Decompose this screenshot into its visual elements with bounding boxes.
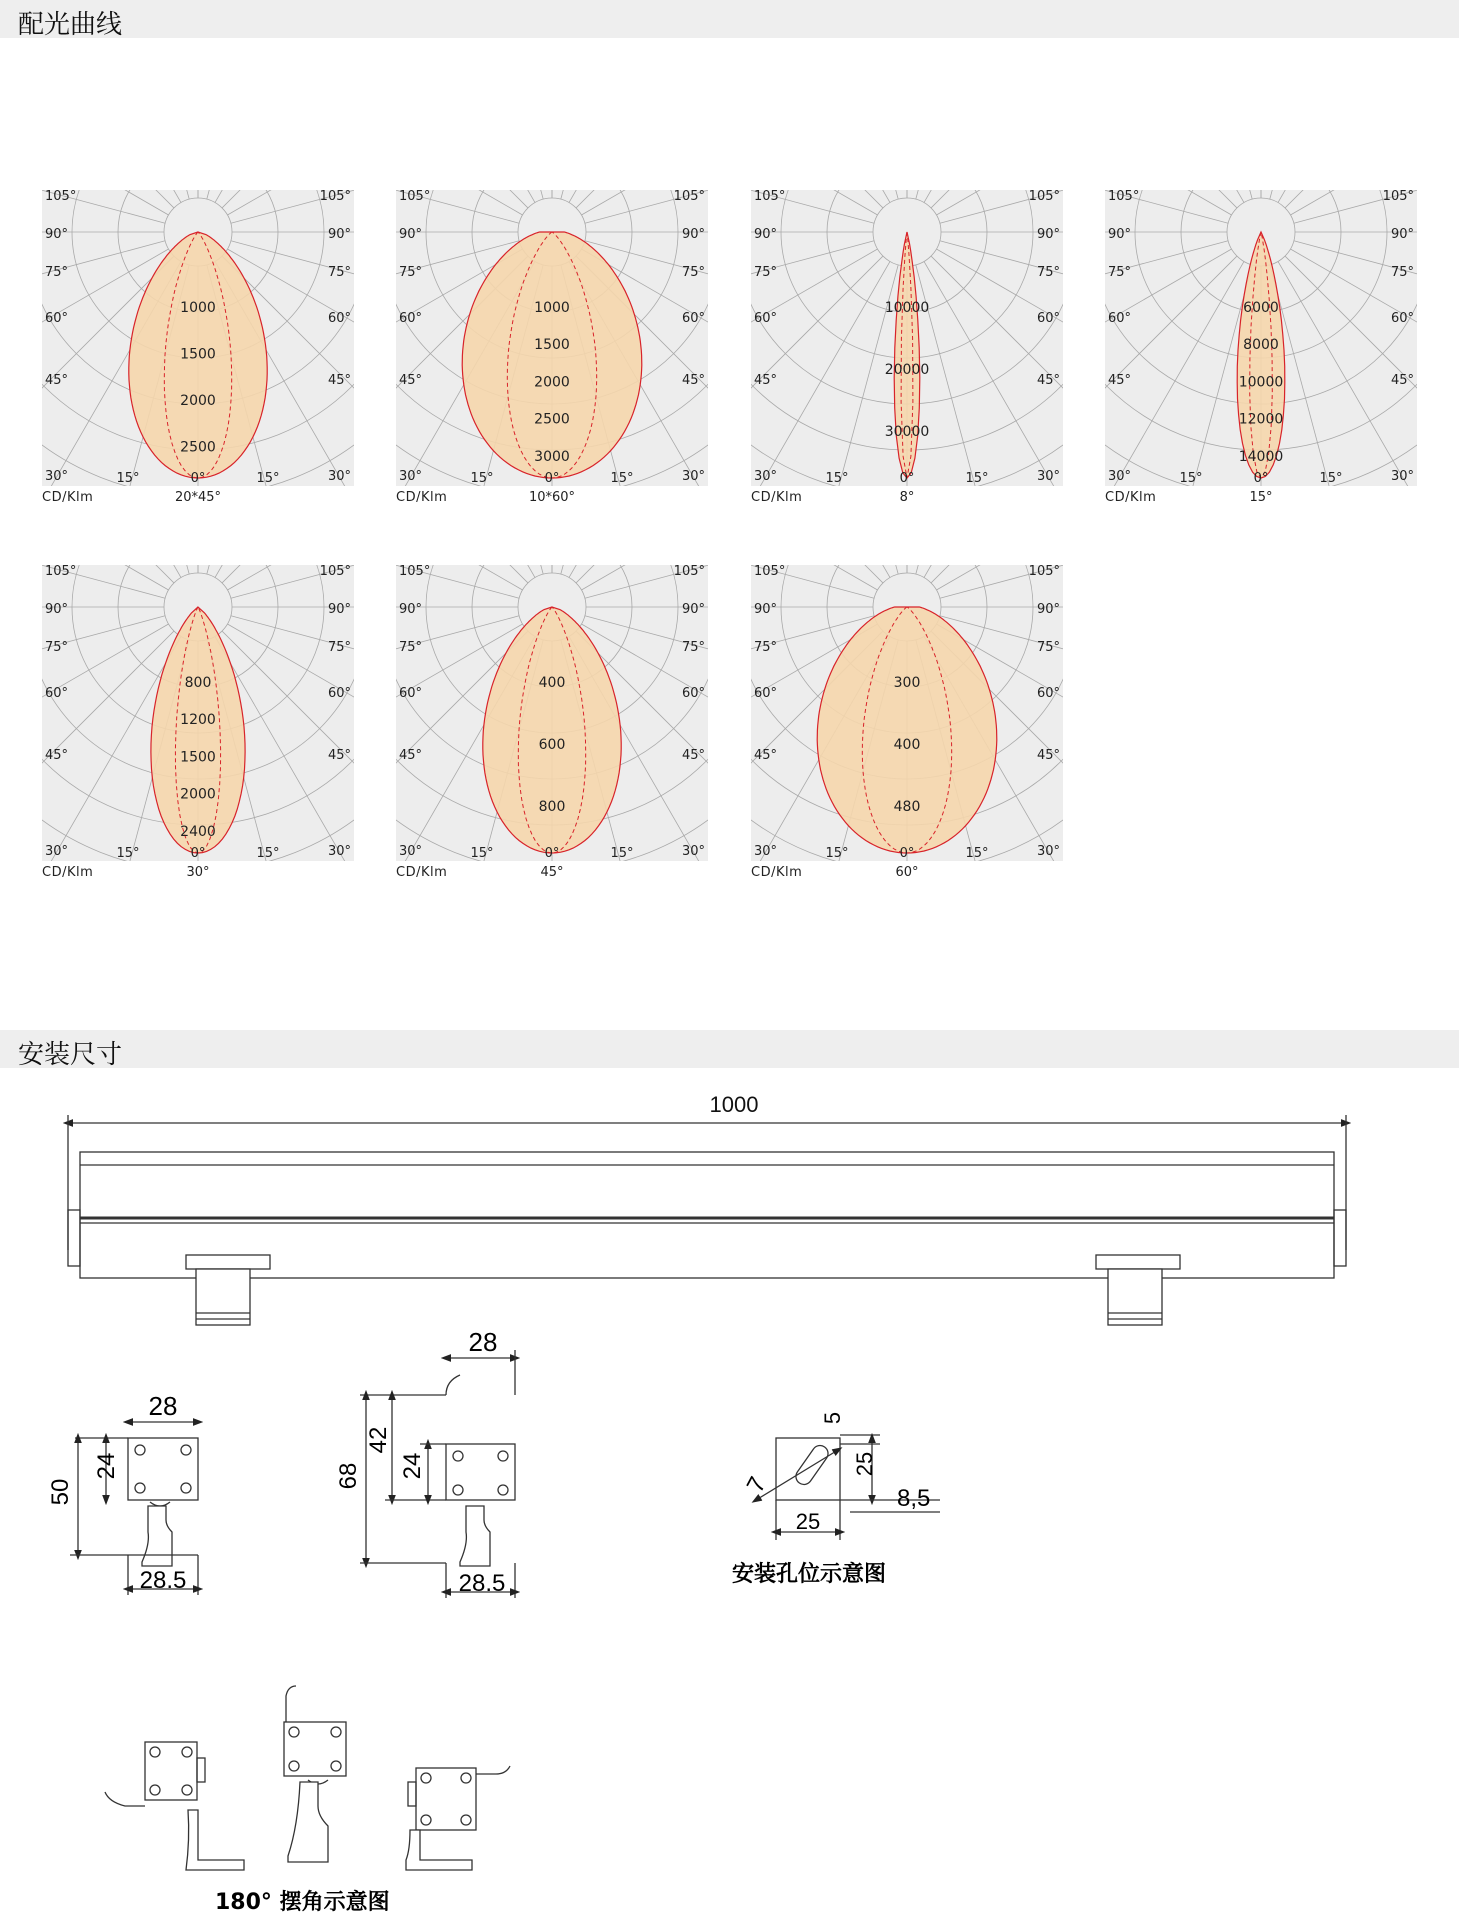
angle-label: 15° bbox=[1179, 471, 1203, 486]
angle-label: 90° bbox=[754, 602, 778, 617]
angle-label: 15° bbox=[825, 471, 849, 486]
beam-angle-label: 10*60° bbox=[528, 490, 576, 505]
radial-value-label: 300 bbox=[893, 675, 921, 691]
angle-label: 0° bbox=[190, 471, 206, 486]
beam-angle-label: 15° bbox=[1249, 490, 1273, 505]
dimension-drawings bbox=[0, 1070, 1459, 1920]
swing-views bbox=[105, 1686, 510, 1870]
radial-value-label: 6000 bbox=[1243, 300, 1279, 316]
angle-label: 30° bbox=[1390, 469, 1414, 484]
polar-chart-3 bbox=[751, 190, 1063, 505]
radial-value-label: 2000 bbox=[180, 393, 216, 409]
angle-label: 75° bbox=[327, 265, 351, 280]
radial-value-label: 20000 bbox=[884, 362, 930, 378]
radial-value-label: 12000 bbox=[1238, 411, 1284, 428]
polar-plot bbox=[396, 190, 708, 486]
angle-label: 0° bbox=[190, 846, 206, 861]
angle-label: 45° bbox=[754, 748, 778, 763]
dim-overall-length: 1000 bbox=[709, 1092, 759, 1117]
polar-plot bbox=[396, 565, 708, 861]
dim-hole-slot: 5 bbox=[820, 1411, 845, 1425]
radial-value-label: 1500 bbox=[534, 337, 570, 354]
angle-label: 60° bbox=[45, 311, 69, 326]
radial-value-label: 480 bbox=[893, 799, 921, 815]
dim-hole-width: 25 bbox=[795, 1509, 821, 1534]
angle-label: 30° bbox=[1036, 844, 1060, 859]
angle-label: 75° bbox=[1036, 640, 1060, 655]
angle-label: 45° bbox=[399, 373, 423, 388]
angle-label: 0° bbox=[899, 846, 915, 861]
angle-label: 60° bbox=[681, 686, 705, 701]
polar-plot bbox=[42, 190, 354, 486]
angle-label: 105° bbox=[399, 565, 431, 579]
angle-label: 45° bbox=[681, 748, 705, 763]
angle-label: 45° bbox=[45, 748, 69, 763]
angle-label: 15° bbox=[116, 471, 140, 486]
radial-value-label: 2500 bbox=[534, 411, 570, 428]
angle-label: 0° bbox=[544, 471, 560, 486]
install-size-title: 安装尺寸 bbox=[18, 1040, 123, 1070]
angle-label: 90° bbox=[45, 602, 69, 617]
radial-value-label: 1500 bbox=[180, 749, 216, 766]
angle-label: 90° bbox=[681, 602, 705, 617]
angle-label: 15° bbox=[825, 846, 849, 861]
angle-label: 15° bbox=[610, 846, 634, 861]
angle-label: 30° bbox=[681, 469, 705, 484]
dim-side-width: 28 bbox=[468, 1327, 498, 1357]
angle-label: 0° bbox=[899, 471, 915, 486]
angle-label: 90° bbox=[327, 227, 351, 242]
angle-label: 15° bbox=[965, 471, 989, 486]
angle-label: 75° bbox=[45, 265, 69, 280]
angle-label: 105° bbox=[673, 565, 705, 579]
angle-label: 90° bbox=[399, 227, 423, 242]
angle-label: 90° bbox=[45, 227, 69, 242]
radial-value-label: 600 bbox=[538, 737, 566, 753]
angle-label: 105° bbox=[1108, 190, 1140, 204]
angle-label: 75° bbox=[1108, 265, 1132, 280]
unit-label: CD/Klm bbox=[751, 865, 803, 880]
radial-value-label: 2000 bbox=[180, 786, 216, 803]
angle-label: 75° bbox=[327, 640, 351, 655]
angle-label: 75° bbox=[754, 640, 778, 655]
radial-value-label: 8000 bbox=[1243, 337, 1279, 354]
radial-value-label: 400 bbox=[538, 675, 566, 691]
angle-label: 30° bbox=[327, 844, 351, 859]
angle-label: 105° bbox=[319, 190, 351, 204]
angle-label: 90° bbox=[754, 227, 778, 242]
angle-label: 90° bbox=[1390, 227, 1414, 242]
angle-label: 15° bbox=[965, 846, 989, 861]
angle-label: 30° bbox=[1036, 469, 1060, 484]
radial-value-label: 10000 bbox=[884, 300, 930, 316]
angle-label: 45° bbox=[754, 373, 778, 388]
dim-side-total-height: 68 bbox=[335, 1462, 362, 1490]
dim-hole-diag: 7 bbox=[741, 1472, 772, 1498]
side-view bbox=[360, 1350, 515, 1598]
polar-plot bbox=[1105, 190, 1417, 486]
angle-label: 60° bbox=[754, 311, 778, 326]
angle-label: 105° bbox=[754, 190, 786, 204]
angle-label: 60° bbox=[1390, 311, 1414, 326]
unit-label: CD/Klm bbox=[42, 490, 94, 505]
angle-label: 45° bbox=[399, 748, 423, 763]
angle-label: 75° bbox=[681, 640, 705, 655]
angle-label: 15° bbox=[256, 846, 280, 861]
angle-label: 105° bbox=[399, 190, 431, 204]
dim-front-width: 28 bbox=[148, 1391, 178, 1421]
dim-front-box-height: 24 bbox=[93, 1452, 120, 1480]
polar-chart-5 bbox=[42, 565, 354, 880]
angle-label: 105° bbox=[754, 565, 786, 579]
radial-value-label: 1000 bbox=[534, 300, 570, 316]
angle-label: 90° bbox=[1108, 227, 1132, 242]
radial-value-label: 800 bbox=[538, 799, 566, 815]
radial-value-label: 3000 bbox=[534, 448, 570, 465]
angle-label: 60° bbox=[1036, 311, 1060, 326]
radial-value-label: 2500 bbox=[180, 439, 216, 456]
swing-diagram-caption: 180° 摆角示意图 bbox=[215, 1890, 390, 1915]
angle-label: 15° bbox=[610, 471, 634, 486]
angle-label: 60° bbox=[327, 311, 351, 326]
dim-hole-height: 25 bbox=[852, 1451, 877, 1477]
radial-value-label: 400 bbox=[893, 737, 921, 753]
angle-label: 75° bbox=[754, 265, 778, 280]
angle-label: 45° bbox=[1036, 373, 1060, 388]
angle-label: 15° bbox=[1319, 471, 1343, 486]
dim-side-box-height: 24 bbox=[399, 1452, 426, 1480]
beam-angle-label: 45° bbox=[540, 865, 564, 880]
polar-plot bbox=[751, 565, 1063, 861]
angle-label: 105° bbox=[319, 565, 351, 579]
angle-label: 75° bbox=[399, 640, 423, 655]
radial-value-label: 1200 bbox=[180, 712, 216, 729]
angle-label: 105° bbox=[45, 565, 77, 579]
angle-label: 60° bbox=[399, 686, 423, 701]
unit-label: CD/Klm bbox=[751, 490, 803, 505]
dim-side-mid-height: 42 bbox=[365, 1426, 392, 1454]
angle-label: 45° bbox=[681, 373, 705, 388]
polar-plot bbox=[751, 190, 1063, 486]
angle-label: 30° bbox=[754, 469, 778, 484]
angle-label: 0° bbox=[1253, 471, 1269, 486]
angle-label: 15° bbox=[256, 471, 280, 486]
angle-label: 90° bbox=[1036, 227, 1060, 242]
radial-value-label: 1000 bbox=[180, 300, 216, 316]
beam-angle-label: 20*45° bbox=[174, 490, 222, 505]
angle-label: 105° bbox=[673, 190, 705, 204]
angle-label: 30° bbox=[681, 844, 705, 859]
polar-chart-7 bbox=[751, 565, 1063, 880]
angle-label: 75° bbox=[681, 265, 705, 280]
angle-label: 75° bbox=[1036, 265, 1060, 280]
radial-value-label: 2000 bbox=[534, 374, 570, 391]
angle-label: 75° bbox=[45, 640, 69, 655]
angle-label: 60° bbox=[754, 686, 778, 701]
angle-label: 60° bbox=[399, 311, 423, 326]
angle-label: 45° bbox=[327, 748, 351, 763]
angle-label: 0° bbox=[544, 846, 560, 861]
polar-plot bbox=[42, 565, 354, 861]
radial-value-label: 800 bbox=[184, 675, 212, 691]
angle-label: 90° bbox=[1036, 602, 1060, 617]
angle-label: 30° bbox=[327, 469, 351, 484]
dim-hole-offset: 8,5 bbox=[897, 1485, 931, 1512]
beam-angle-label: 30° bbox=[186, 865, 210, 880]
angle-label: 45° bbox=[45, 373, 69, 388]
angle-label: 60° bbox=[45, 686, 69, 701]
radial-value-label: 2400 bbox=[180, 823, 216, 840]
angle-label: 75° bbox=[1390, 265, 1414, 280]
angle-label: 30° bbox=[45, 844, 69, 859]
angle-label: 90° bbox=[327, 602, 351, 617]
angle-label: 60° bbox=[327, 686, 351, 701]
angle-label: 30° bbox=[45, 469, 69, 484]
light-curve-title: 配光曲线 bbox=[18, 10, 123, 40]
beam-angle-label: 8° bbox=[899, 490, 915, 505]
angle-label: 15° bbox=[116, 846, 140, 861]
unit-label: CD/Klm bbox=[42, 865, 94, 880]
radial-value-label: 1500 bbox=[180, 346, 216, 363]
angle-label: 30° bbox=[399, 469, 423, 484]
angle-label: 105° bbox=[1028, 190, 1060, 204]
polar-chart-1 bbox=[42, 190, 354, 505]
dim-side-base: 28.5 bbox=[458, 1570, 506, 1597]
polar-chart-6 bbox=[396, 565, 708, 880]
angle-label: 60° bbox=[1108, 311, 1132, 326]
angle-label: 90° bbox=[399, 602, 423, 617]
angle-label: 105° bbox=[1028, 565, 1060, 579]
angle-label: 75° bbox=[399, 265, 423, 280]
radial-value-label: 30000 bbox=[884, 424, 930, 440]
angle-label: 30° bbox=[754, 844, 778, 859]
unit-label: CD/Klm bbox=[1105, 490, 1157, 505]
angle-label: 105° bbox=[45, 190, 77, 204]
polar-chart-2 bbox=[396, 190, 708, 505]
angle-label: 60° bbox=[681, 311, 705, 326]
unit-label: CD/Klm bbox=[396, 865, 448, 880]
angle-label: 45° bbox=[1390, 373, 1414, 388]
polar-chart-4 bbox=[1105, 190, 1417, 505]
angle-label: 60° bbox=[1036, 686, 1060, 701]
angle-label: 45° bbox=[327, 373, 351, 388]
angle-label: 30° bbox=[1108, 469, 1132, 484]
dim-front-total-height: 50 bbox=[47, 1478, 74, 1506]
angle-label: 90° bbox=[681, 227, 705, 242]
radial-value-label: 10000 bbox=[1238, 374, 1284, 391]
angle-label: 45° bbox=[1108, 373, 1132, 388]
unit-label: CD/Klm bbox=[396, 490, 448, 505]
fixture-elevation bbox=[68, 1115, 1346, 1325]
angle-label: 30° bbox=[399, 844, 423, 859]
radial-value-label: 14000 bbox=[1238, 448, 1284, 465]
install-size-header bbox=[0, 1030, 1459, 1068]
angle-label: 45° bbox=[1036, 748, 1060, 763]
beam-angle-label: 60° bbox=[895, 865, 919, 880]
light-curve-header bbox=[0, 0, 1459, 38]
angle-label: 15° bbox=[470, 846, 494, 861]
angle-label: 105° bbox=[1382, 190, 1414, 204]
dim-front-base: 28.5 bbox=[139, 1567, 187, 1594]
hole-diagram-caption: 安装孔位示意图 bbox=[732, 1562, 887, 1587]
angle-label: 15° bbox=[470, 471, 494, 486]
